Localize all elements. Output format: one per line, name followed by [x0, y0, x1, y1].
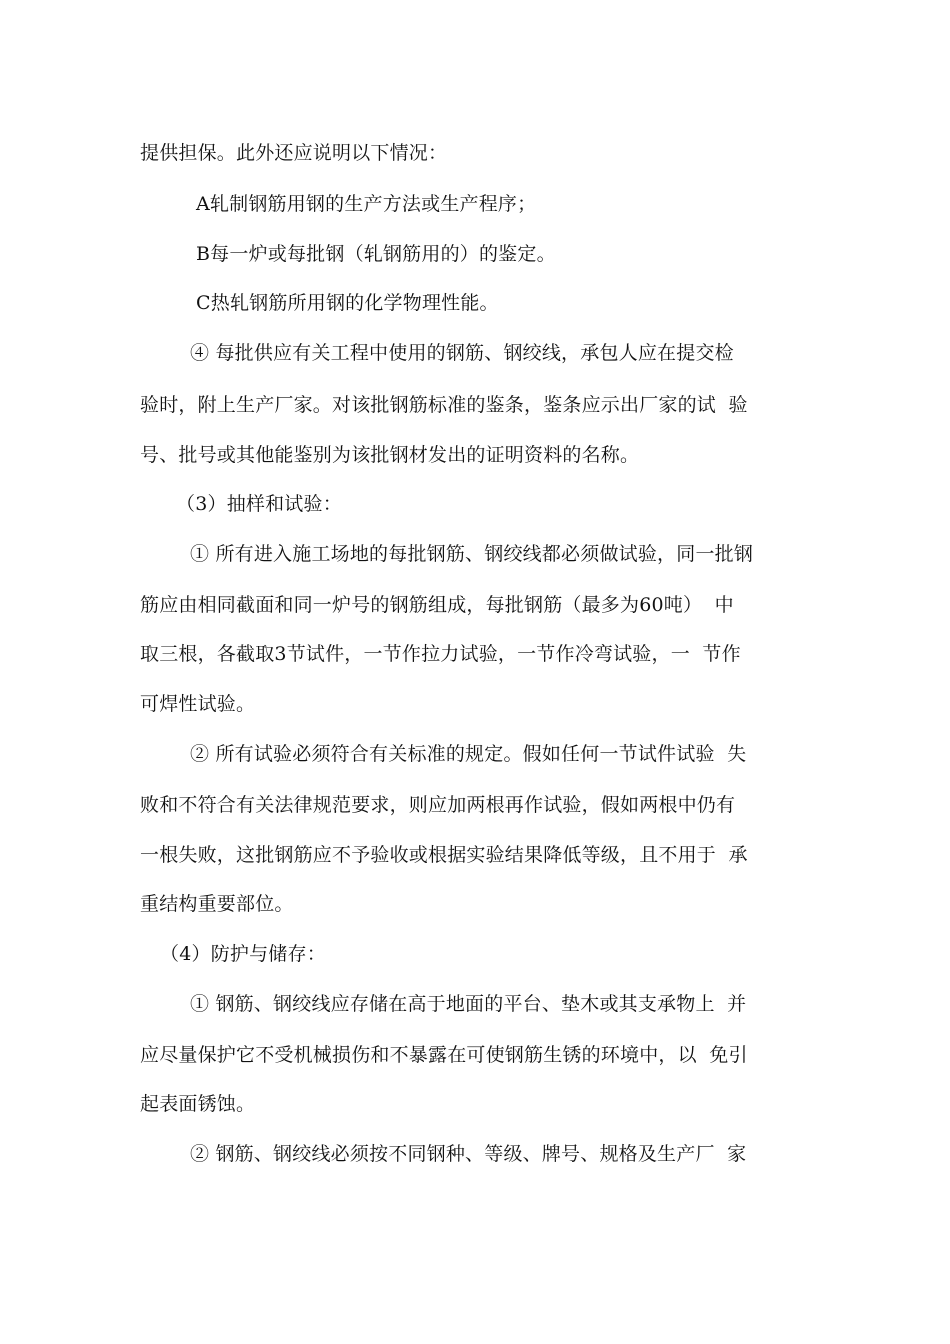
- paragraph-line: 提供担保。此外还应说明以下情况：: [140, 142, 448, 164]
- paragraph-line: ① 所有进入施工场地的每批钢筋、钢绞线都必须做试验，同一批钢: [190, 543, 754, 565]
- paragraph-line: 重结构重要部位。: [140, 893, 294, 915]
- paragraph-line: A轧制钢筋用钢的生产方法或生产程序；: [196, 193, 537, 215]
- paragraph-line: 应尽量保护它不受机械损伤和不暴露在可使钢筋生锈的环境中，以 免引: [140, 1044, 748, 1066]
- paragraph-line: ① 钢筋、钢绞线应存储在高于地面的平台、垫木或其支承物上 并: [190, 993, 747, 1015]
- paragraph-line: 可焊性试验。: [140, 693, 256, 715]
- section-heading: （4）防护与储存：: [160, 943, 326, 965]
- paragraph-line: 筋应由相同截面和同一炉号的钢筋组成，每批钢筋（最多为60吨） 中: [140, 594, 734, 616]
- paragraph-line: 败和不符合有关法律规范要求，则应加两根再作试验，假如两根中仍有: [140, 794, 736, 816]
- paragraph-line: 取三根，各截取3节试件，一节作拉力试验，一节作冷弯试验，一 节作: [140, 643, 741, 665]
- paragraph-line: 号、批号或其他能鉴别为该批钢材发出的证明资料的名称。: [140, 444, 640, 466]
- paragraph-line: C热轧钢筋所用钢的化学物理性能。: [196, 292, 499, 314]
- paragraph-line: ② 钢筋、钢绞线必须按不同钢种、等级、牌号、规格及生产厂 家: [190, 1143, 747, 1165]
- paragraph-line: B每一炉或每批钢（轧钢筋用的）的鉴定。: [196, 243, 556, 265]
- paragraph-line: 起表面锈蚀。: [140, 1093, 256, 1115]
- paragraph-line: ④ 每批供应有关工程中使用的钢筋、钢绞线，承包人应在提交检: [190, 342, 734, 364]
- paragraph-line: ② 所有试验必须符合有关标准的规定。假如任何一节试件试验 失: [190, 743, 747, 765]
- paragraph-line: 验时，附上生产厂家。对该批钢筋标准的鉴条，鉴条应示出厂家的试 验: [140, 394, 748, 416]
- section-heading: （3）抽样和试验：: [176, 493, 342, 515]
- paragraph-line: 一根失败，这批钢筋应不予验收或根据实验结果降低等级，且不用于 承: [140, 844, 748, 866]
